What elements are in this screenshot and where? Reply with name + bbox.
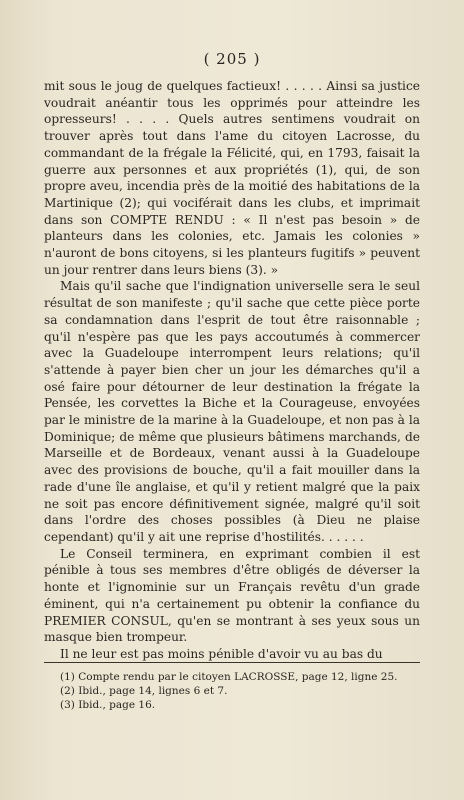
footnote: (1) Compte rendu par le citoyen LACROSSE, page 12, ligne 25. <box>60 671 398 683</box>
paragraph: Mais qu'il sache que l'indignation universelle sera le seul résultat de son manifeste ; qu'il sache que cette pièce porte sa condamnation dans l'esprit de tout être raisonnable ; qu'il n'espère pas que les pays accoutumés à commercer avec la Guadeloupe interrompent leurs relations; qu'il s'attende à payer bien cher un jour les démarches qu'il a osé faire pour détourner de leur destination la frégate la Pensée, les corvettes la Biche et la Courageuse, envoyées par le ministre de la marine à la Guadeloupe, et non pas à la Dominique; de même que plusieurs bâtimens marchands, de Marseille et de Bordeaux, venant aussi à la Guadeloupe avec des provisions de bouche, qu'il a fait mouiller dans la rade d'une île anglaise, et qu'il y retient malgré que la paix ne soit pas encore définitivement signée, malgré qu'il soit dans l'ordre des choses possibles (à Dieu ne plaise cependant) qu'il y ait une reprise d'hostilités. . . . . . <box>44 279 420 544</box>
body-text <box>44 78 420 663</box>
paragraph: mit sous le joug de quelques factieux! . . . . . Ainsi sa justice voudrait anéantir tous les opprimés pour atteindre les opresseurs! . . . . Quels autres sentimens voudrait on trouver après tout dans l'ame du citoyen Lacrosse, du commandant de la frégale la Félicité, qui, en 1793, faisait la guerre aux personnes et aux propriétés (1), qui, de son propre aveu, incendia près de la moitié des habitations de la Martinique (2); qui vociférait dans les clubs, et imprimait dans son COMPTE RENDU : « Il n'est pas besoin » de planteurs dans les colonies, etc. Jamais les colonies » n'auront de bons citoyens, si les planteurs fugitifs » peuvent un jour rentrer dans leurs biens (3). » <box>44 79 420 277</box>
page-number: ( 205 ) <box>203 50 261 68</box>
footnote-divider <box>44 662 420 663</box>
footnotes <box>60 670 400 712</box>
footnote: (2) Ibid., page 14, lignes 6 et 7. <box>60 685 228 697</box>
footnote: (3) Ibid., page 16. <box>60 699 156 711</box>
paragraph: Il ne leur est pas moins pénible d'avoir vu au bas du <box>60 646 383 661</box>
paragraph: Le Conseil terminera, en exprimant combien il est pénible à tous ses membres d'être obligés de déverser la honte et l'ignominie sur un Français revêtu d'un grade éminent, qui n'a certainement pu obtenir la confiance du PREMIER CONSUL, qu'en se montrant à ses yeux sous un masque bien trompeur. <box>44 546 420 645</box>
